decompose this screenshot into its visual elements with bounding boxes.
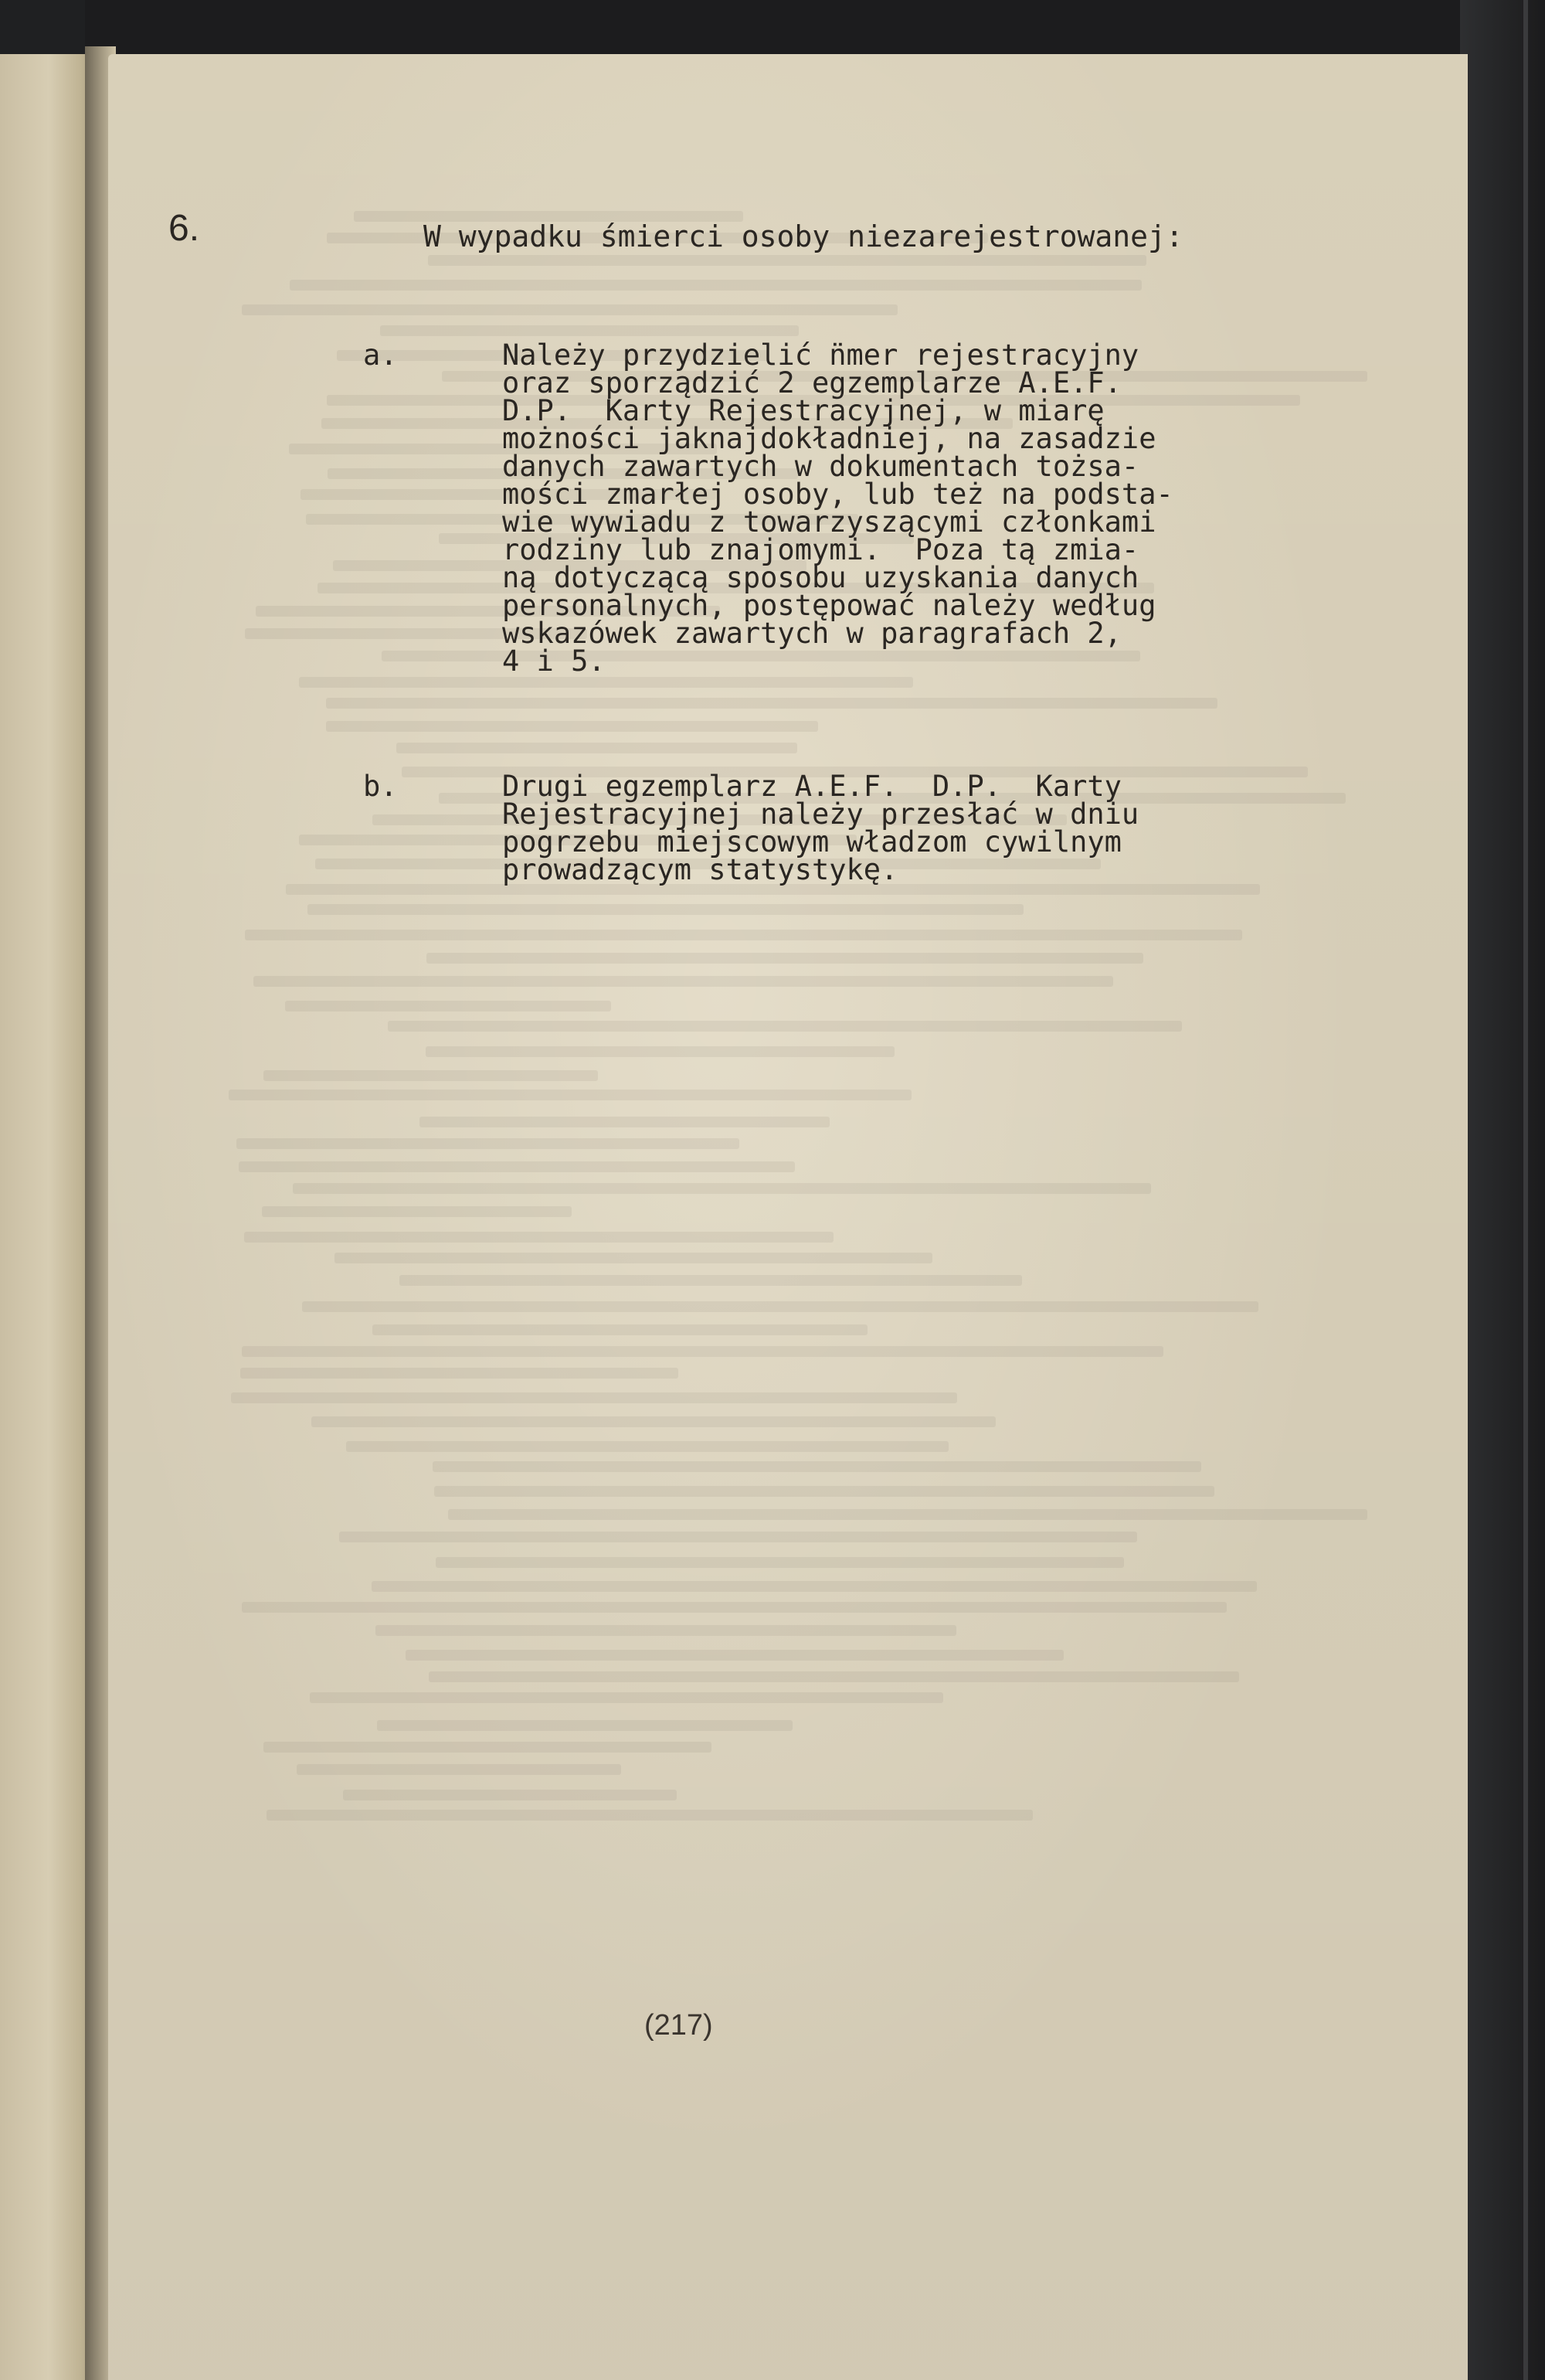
text-line: Rejestracyjnej należy przesłać w dniu xyxy=(502,797,1139,831)
bleed-through-line xyxy=(436,1557,1124,1568)
bleed-through-line xyxy=(388,1021,1182,1032)
item-paragraph xyxy=(502,770,1429,886)
text-line: D.P. Karty Rejestracyjnej, w miarę xyxy=(502,394,1105,427)
page-number: (217) xyxy=(644,2009,713,2042)
text-line: wskazówek zawartych w paragrafach 2, xyxy=(502,617,1122,650)
bleed-through-line xyxy=(377,1720,793,1731)
bleed-through-line xyxy=(434,1486,1214,1497)
bleed-through-line xyxy=(343,1790,677,1800)
item-letter: b. xyxy=(363,770,398,803)
text-line: danych zawartych w dokumentach tożsa- xyxy=(502,450,1139,483)
text-line: oraz sporządzić 2 egzemplarze A.E.F. xyxy=(502,366,1122,400)
bleed-through-line xyxy=(297,1764,620,1775)
scan-border xyxy=(0,0,85,54)
text-line: mości zmarłej osoby, lub też na podsta- xyxy=(502,478,1173,511)
bleed-through-line xyxy=(399,1275,1022,1286)
text-line: prowadzącym statystykę. xyxy=(502,853,898,886)
text-line: personalnych, postępować należy według xyxy=(502,589,1156,622)
bleed-through-line xyxy=(380,325,799,336)
bleed-through-line xyxy=(293,1183,1151,1194)
bleed-through-line xyxy=(253,976,1114,987)
bleed-through-line xyxy=(375,1625,956,1636)
bleed-through-line xyxy=(448,1509,1367,1520)
item-paragraph xyxy=(502,338,1429,678)
bleed-through-line xyxy=(429,1671,1240,1682)
bleed-through-line xyxy=(310,1692,943,1703)
bleed-through-line xyxy=(242,304,898,315)
text-line: ną dotyczącą sposobu uzyskania danych xyxy=(502,561,1139,594)
bleed-through-line xyxy=(428,255,1146,266)
bleed-through-line xyxy=(334,1253,932,1263)
bleed-through-line xyxy=(244,1232,834,1243)
bleed-through-line xyxy=(372,1581,1258,1592)
text-line: Należy przydzielić n̈mer rejestracyjny xyxy=(502,338,1139,372)
bleed-through-line xyxy=(262,1206,572,1217)
text-line: wie wywiadu z towarzyszącymi członkami xyxy=(502,505,1156,539)
scan-border-right xyxy=(1460,0,1545,2380)
bleed-through-line xyxy=(290,280,1142,291)
item-letter: a. xyxy=(363,338,398,372)
bleed-through-line xyxy=(419,1117,830,1127)
bleed-through-line xyxy=(326,721,819,732)
section-number: 6. xyxy=(168,208,200,249)
text-line: Drugi egzemplarz A.E.F. D.P. Karty xyxy=(502,770,1122,803)
scanner-edge xyxy=(1523,0,1528,2380)
bleed-through-line xyxy=(245,930,1243,940)
text-line: pogrzebu miejscowym władzom cywilnym xyxy=(502,825,1122,858)
bleed-through-line xyxy=(406,1650,1064,1661)
bleed-through-line xyxy=(263,1070,599,1081)
bleed-through-line xyxy=(285,1001,611,1012)
bleed-through-line xyxy=(229,1090,911,1100)
bleed-through-line xyxy=(239,1161,795,1172)
bleed-through-line xyxy=(267,1810,1033,1821)
heading-text: W wypadku śmierci osoby niezarejestrowanej: xyxy=(423,219,1183,253)
bleed-through-line xyxy=(240,1368,679,1379)
scan-border-top xyxy=(85,0,1460,54)
bleed-through-line xyxy=(299,677,912,688)
bleed-through-line xyxy=(242,1346,1163,1357)
bleed-through-line xyxy=(396,743,797,753)
book-page xyxy=(108,54,1468,2380)
bleed-through-line xyxy=(236,1138,740,1149)
bleed-through-line xyxy=(242,1602,1227,1613)
bleed-through-line xyxy=(263,1742,711,1753)
bleed-through-line xyxy=(372,1324,868,1335)
bleed-through-line xyxy=(346,1441,948,1452)
bleed-through-line xyxy=(326,698,1218,709)
bleed-through-line xyxy=(433,1461,1202,1472)
bleed-through-line xyxy=(339,1532,1137,1542)
text-line: 4 i 5. xyxy=(502,644,606,678)
text-line: rodziny lub znajomymi. Poza tą zmia- xyxy=(502,533,1139,566)
bleed-through-line xyxy=(231,1392,957,1403)
bleed-through-line xyxy=(311,1416,996,1427)
text-line: możności jaknajdokładniej, na zasadzie xyxy=(502,422,1156,455)
bleed-through-line xyxy=(307,904,1024,915)
bleed-through-line xyxy=(426,953,1144,964)
bleed-through-line xyxy=(302,1301,1258,1312)
bleed-through-line xyxy=(426,1046,895,1057)
